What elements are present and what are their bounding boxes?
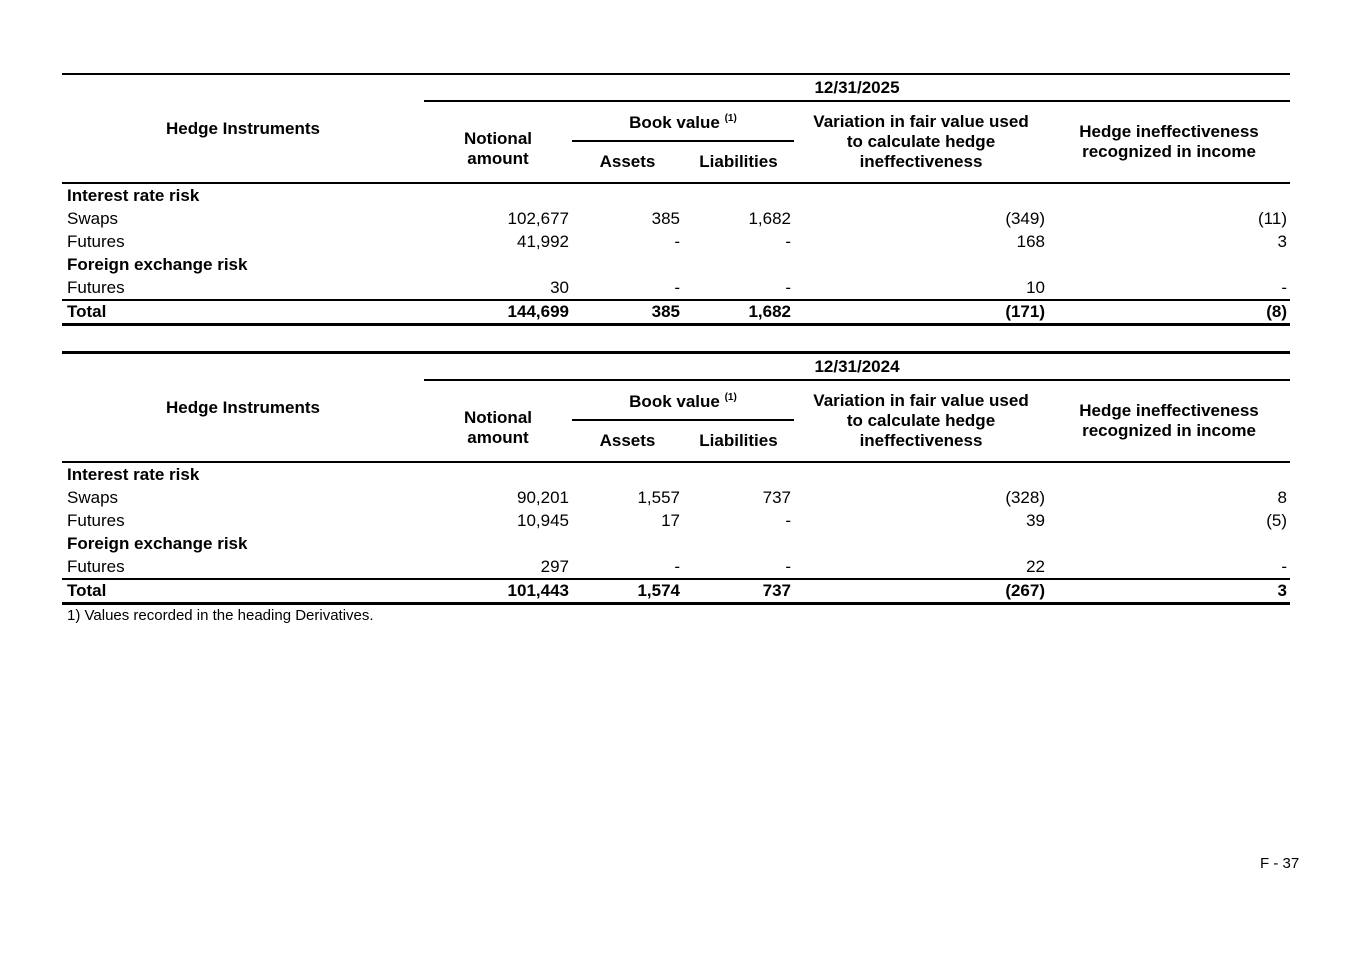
cell-ineffectiveness: - [1281, 277, 1287, 297]
cell-variation: 168 [1016, 231, 1045, 251]
header-row-date [62, 353, 1290, 381]
row-label: Swaps [67, 208, 119, 228]
cell-liabilities: - [785, 277, 791, 297]
header-hedge-instruments: Hedge Instruments [62, 353, 424, 462]
section-row-foreign-exchange-risk [62, 532, 1290, 555]
cell-variation: (349) [1005, 208, 1045, 228]
table-row [62, 509, 1290, 532]
header-variation-line-1: Variation in fair value used [813, 391, 1029, 410]
cell-ineffectiveness: 3 [1277, 231, 1287, 251]
page-number: F - 37 [1260, 855, 1300, 872]
total-ineffectiveness: (8) [1048, 300, 1290, 325]
header-liabilities: Liabilities [699, 152, 778, 171]
header-assets: Assets [599, 152, 656, 171]
cell-variation: 39 [1026, 510, 1045, 530]
header-ineffectiveness-line-2: recognized in income [1082, 142, 1256, 161]
header-notional-line-2: amount [467, 428, 529, 447]
table-row [62, 555, 1290, 579]
section-title: Interest rate risk [67, 464, 200, 484]
cell-variation: 22 [1026, 556, 1045, 576]
hedge-table-2024 [62, 351, 1290, 605]
total-row [62, 579, 1290, 604]
cell-notional: 90,201 [517, 487, 569, 507]
hedge-table-2025 [62, 73, 1290, 326]
cell-notional: 30 [550, 277, 569, 297]
header-ineffectiveness-line-1: Hedge ineffectiveness [1079, 122, 1259, 141]
header-hedge-ineffectiveness [1048, 380, 1290, 461]
header-notional-line-2: amount [467, 149, 529, 168]
total-ineffectiveness: 3 [1048, 579, 1290, 604]
header-notional-line-1: Notional [464, 129, 532, 148]
header-ineffectiveness-line-2: recognized in income [1082, 421, 1256, 440]
cell-notional: 41,992 [517, 231, 569, 251]
total-notional: 101,443 [424, 579, 572, 604]
row-label: Futures [67, 277, 125, 297]
total-variation: (267) [794, 579, 1048, 604]
header-liabilities: Liabilities [699, 431, 778, 450]
cell-ineffectiveness: - [1281, 556, 1287, 576]
row-label: Swaps [67, 487, 119, 507]
total-assets: 1,574 [572, 579, 683, 604]
header-date: 12/31/2024 [424, 353, 1290, 381]
section-title: Interest rate risk [67, 185, 200, 205]
table-row [62, 486, 1290, 509]
header-date: 12/31/2025 [424, 74, 1290, 101]
cell-notional: 102,677 [507, 208, 569, 228]
header-book-value-footnote-ref: (1) [724, 392, 737, 403]
total-label: Total [62, 579, 424, 604]
cell-ineffectiveness: (5) [1266, 510, 1287, 530]
header-book-value-footnote-ref: (1) [724, 113, 737, 124]
header-book-value-label: Book value [629, 113, 720, 132]
header-hedge-ineffectiveness [1048, 101, 1290, 182]
cell-liabilities: 737 [762, 487, 791, 507]
total-label: Total [62, 300, 424, 325]
total-liabilities: 737 [683, 579, 794, 604]
cell-notional: 297 [540, 556, 569, 576]
total-liabilities: 1,682 [683, 300, 794, 325]
cell-variation: 10 [1026, 277, 1045, 297]
cell-assets: - [674, 556, 680, 576]
total-assets: 385 [572, 300, 683, 325]
cell-ineffectiveness: 8 [1277, 487, 1287, 507]
cell-liabilities: 1,682 [748, 208, 791, 228]
header-hedge-instruments: Hedge Instruments [62, 74, 424, 182]
header-book-value [572, 380, 794, 420]
cell-assets: - [674, 231, 680, 251]
total-row [62, 300, 1290, 325]
header-notional-amount [424, 101, 572, 182]
total-notional: 144,699 [424, 300, 572, 325]
cell-liabilities: - [785, 510, 791, 530]
cell-liabilities: - [785, 231, 791, 251]
cell-ineffectiveness: (11) [1258, 208, 1287, 228]
header-assets: Assets [599, 431, 656, 450]
footnote: 1) Values recorded in the heading Derivatives. [67, 607, 374, 624]
header-notional-amount [424, 380, 572, 461]
table-row [62, 207, 1290, 230]
section-title: Foreign exchange risk [67, 254, 248, 274]
header-variation-line-3: ineffectiveness [859, 152, 983, 171]
row-label: Futures [67, 556, 125, 576]
cell-assets: 385 [651, 208, 680, 228]
header-variation-fair-value [794, 101, 1048, 182]
row-label: Futures [67, 231, 125, 251]
total-variation: (171) [794, 300, 1048, 325]
header-book-value-label: Book value [629, 392, 720, 411]
header-row-date [62, 74, 1290, 101]
table-row [62, 230, 1290, 253]
cell-liabilities: - [785, 556, 791, 576]
section-row-foreign-exchange-risk [62, 253, 1290, 276]
header-ineffectiveness-line-1: Hedge ineffectiveness [1079, 401, 1259, 420]
header-book-value [572, 101, 794, 141]
cell-assets: - [674, 277, 680, 297]
section-row-interest-rate-risk [62, 183, 1290, 207]
table-row [62, 276, 1290, 300]
cell-assets: 17 [661, 510, 680, 530]
header-variation-line-3: ineffectiveness [859, 431, 983, 450]
header-variation-line-2: to calculate hedge [846, 411, 996, 430]
section-title: Foreign exchange risk [67, 533, 248, 553]
cell-notional: 10,945 [517, 510, 569, 530]
header-variation-fair-value [794, 380, 1048, 461]
header-variation-line-2: to calculate hedge [846, 132, 996, 151]
header-notional-line-1: Notional [464, 408, 532, 427]
cell-variation: (328) [1005, 487, 1045, 507]
row-label: Futures [67, 510, 125, 530]
header-variation-line-1: Variation in fair value used [813, 112, 1029, 131]
cell-assets: 1,557 [637, 487, 680, 507]
section-row-interest-rate-risk [62, 462, 1290, 486]
